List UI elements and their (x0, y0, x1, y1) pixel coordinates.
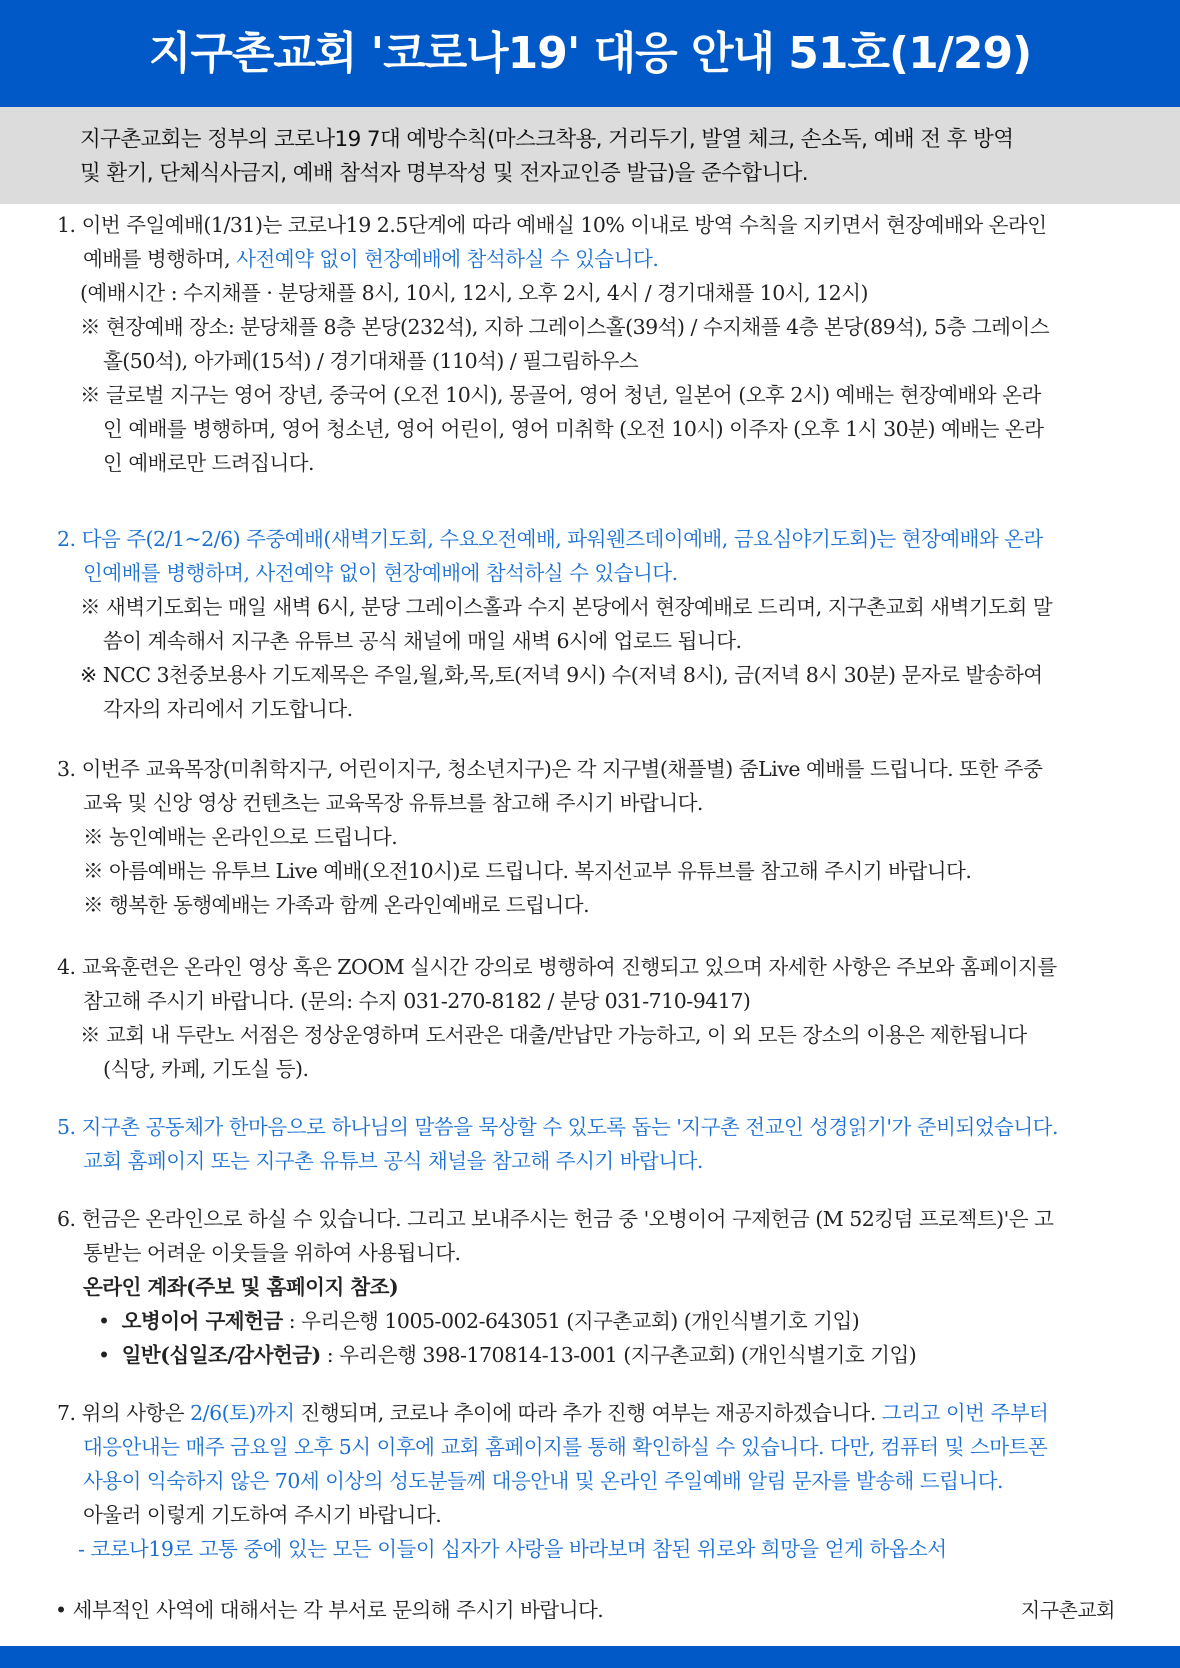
section-2-note-1b: 씀이 계속해서 지구촌 유튜브 공식 채널에 매일 새벽 6시에 업로드 됩니다. (103, 629, 742, 653)
page-title: 지구촌교회 '코로나19' 대응 안내 51호(1/29) (148, 27, 1032, 79)
section-1-note-1b: 홀(50석), 아가페(15석) / 경기대채플 (110석) / 필그림하우스 (103, 349, 639, 373)
section-7-prayer: - 코로나19로 고통 중에 있는 모든 이들이 십자가 사랑을 바라보며 참된 위로와 희망을 얻게 하옵소서 (78, 1537, 947, 1561)
section-1-line-1: 1. 이번 주일예배(1/31)는 코로나19 2.5단계에 따라 예배실 10% 이내로 방역 수칙을 지키면서 현장예배와 온라인 (57, 213, 1047, 237)
section-6-line-1: 6. 헌금은 온라인으로 하실 수 있습니다. 그리고 보내주시는 헌금 중 '오병이어 구제헌금 (M 52킹덤 프로젝트)'은 고 (57, 1207, 1054, 1231)
bullet-icon: • (98, 1309, 122, 1333)
section-7-line-3: 사용이 익숙하지 않은 70세 이상의 성도분들께 대응안내 및 온라인 주일예배 알림 문자를 발송해 드립니다. (83, 1469, 1004, 1493)
footer-note: • 세부적인 사역에 대해서는 각 부서로 문의해 주시기 바랍니다. (55, 1598, 604, 1622)
section-6-account-heading: 온라인 계좌(주보 및 홈페이지 참조) (83, 1275, 399, 1299)
section-1-text: 예배를 병행하며, (83, 247, 237, 271)
section-2-line-2: 인예배를 병행하며, 사전예약 없이 현장예배에 참석하실 수 있습니다. (83, 561, 678, 585)
section-2-line-1: 2. 다음 주(2/1~2/6) 주중예배(새벽기도회, 수요오전예배, 파워웬즈데이예배, 금요심야기도회)는 현장예배와 온라 (57, 527, 1043, 551)
section-2-note-1a: ※ 새벽기도회는 매일 새벽 6시, 분당 그레이스홀과 수지 본당에서 현장예배로 드리며, 지구촌교회 새벽기도회 말 (80, 595, 1053, 619)
section-1-note-1a: ※ 현장예배 장소: 분당채플 8층 본당(232석), 지하 그레이스홀(39석) / 수지채플 4층 본당(89석), 5층 그레이스 (80, 315, 1050, 339)
section-7-line-1 (57, 1396, 1048, 1430)
footer-signature: 지구촌교회 (1020, 1598, 1115, 1622)
section-1-highlight: 사전예약 없이 현장예배에 참석하실 수 있습니다. (236, 247, 659, 271)
section-7-text-c: 진행되며, 코로나 추이에 따라 추가 진행 여부는 재공지하겠습니다. (294, 1401, 882, 1425)
section-6-account-2 (98, 1338, 916, 1372)
section-3-line-2: 교육 및 신앙 영상 컨텐츠는 교육목장 유튜브를 참고해 주시기 바랍니다. (83, 791, 703, 815)
section-1-note-2c: 인 예배로만 드려집니다. (103, 451, 315, 475)
account-1-value: : 우리은행 1005-002-643051 (지구촌교회) (개인식별기호 기입) (282, 1309, 860, 1333)
intro-box (0, 107, 1180, 204)
section-2-note-2b: 각자의 자리에서 기도합니다. (103, 697, 353, 721)
section-7-highlight-start: 그리고 이번 주부터 (881, 1401, 1049, 1425)
section-6-line-2: 통받는 어려운 이웃들을 위하여 사용됩니다. (83, 1241, 461, 1265)
section-1-note-2b: 인 예배를 병행하며, 영어 청소년, 영어 어린이, 영어 미취학 (오전 10시) 이주자 (오후 1시 30분) 예배는 온라 (103, 417, 1044, 441)
section-7-text-a: 7. 위의 사항은 (57, 1401, 191, 1425)
section-1-schedule: (예배시간 : 수지채플 · 분당채플 8시, 10시, 12시, 오후 2시, 4시 / 경기대채플 10시, 12시) (80, 281, 868, 305)
section-1-note-2a: ※ 글로벌 지구는 영어 장년, 중국어 (오전 10시), 몽골어, 영어 청년, 일본어 (오후 2시) 예배는 현장예배와 온라 (80, 383, 1041, 407)
section-3-line-1: 3. 이번주 교육목장(미취학지구, 어린이지구, 청소년지구)은 각 지구별(채플별) 줌Live 예배를 드립니다. 또한 주중 (57, 757, 1043, 781)
account-2-value: : 우리은행 398-170814-13-001 (지구촌교회) (개인식별기호 기입) (320, 1343, 917, 1367)
section-6-account-1 (98, 1304, 859, 1338)
intro-line-1: 지구촌교회는 정부의 코로나19 7대 예방수칙(마스크착용, 거리두기, 발열 체크, 손소독, 예배 전 후 방역 (80, 127, 1014, 152)
section-7-line-2: 대응안내는 매주 금요일 오후 5시 이후에 교회 홈페이지를 통해 확인하실 수 있습니다. 다만, 컴퓨터 및 스마트폰 (83, 1435, 1048, 1459)
section-4-note-1a: ※ 교회 내 두란노 서점은 정상운영하며 도서관은 대출/반납만 가능하고, 이 외 모든 장소의 이용은 제한됩니다 (80, 1023, 1027, 1047)
section-3-note-1: ※ 농인예배는 온라인으로 드립니다. (83, 825, 398, 849)
bottom-bar (0, 1646, 1180, 1668)
section-2-note-2a: ※ NCC 3천중보용사 기도제목은 주일,월,화,목,토(저녁 9시) 수(저녁 8시), 금(저녁 8시 30분) 문자로 발송하여 (80, 663, 1043, 687)
section-5-line-2: 교회 홈페이지 또는 지구촌 유튜브 공식 채널을 참고해 주시기 바랍니다. (83, 1149, 703, 1173)
bullet-icon: • (98, 1343, 122, 1367)
header-banner (0, 0, 1180, 107)
section-1-line-2 (83, 242, 658, 276)
section-5-line-1: 5. 지구촌 공동체가 한마음으로 하나님의 말씀을 묵상할 수 있도록 돕는 '지구촌 전교인 성경읽기'가 준비되었습니다. (57, 1115, 1058, 1139)
account-1-label: 오병이어 구제헌금 (121, 1309, 283, 1333)
section-4-note-1b: (식당, 카페, 기도실 등). (103, 1057, 309, 1081)
section-4-line-1: 4. 교육훈련은 온라인 영상 혹은 ZOOM 실시간 강의로 병행하여 진행되고 있으며 자세한 사항은 주보와 홈페이지를 (57, 955, 1057, 979)
intro-line-2: 및 환기, 단체식사금지, 예배 참석자 명부작성 및 전자교인증 발급)을 준수합니다. (80, 161, 809, 186)
section-3-note-3: ※ 행복한 동행예배는 가족과 함께 온라인예배로 드립니다. (83, 893, 590, 917)
section-4-line-2: 참고해 주시기 바랍니다. (문의: 수지 031-270-8182 / 분당 031-710-9417) (83, 989, 751, 1013)
section-3-note-2: ※ 아름예배는 유투브 Live 예배(오전10시)로 드립니다. 복지선교부 유튜브를 참고해 주시기 바랍니다. (83, 859, 972, 883)
section-7-date: 2/6(토)까지 (190, 1401, 295, 1425)
account-2-label: 일반(십일조/감사헌금) (121, 1343, 321, 1367)
section-7-line-4: 아울러 이렇게 기도하여 주시기 바랍니다. (83, 1503, 442, 1527)
notice-content (0, 204, 1180, 1584)
